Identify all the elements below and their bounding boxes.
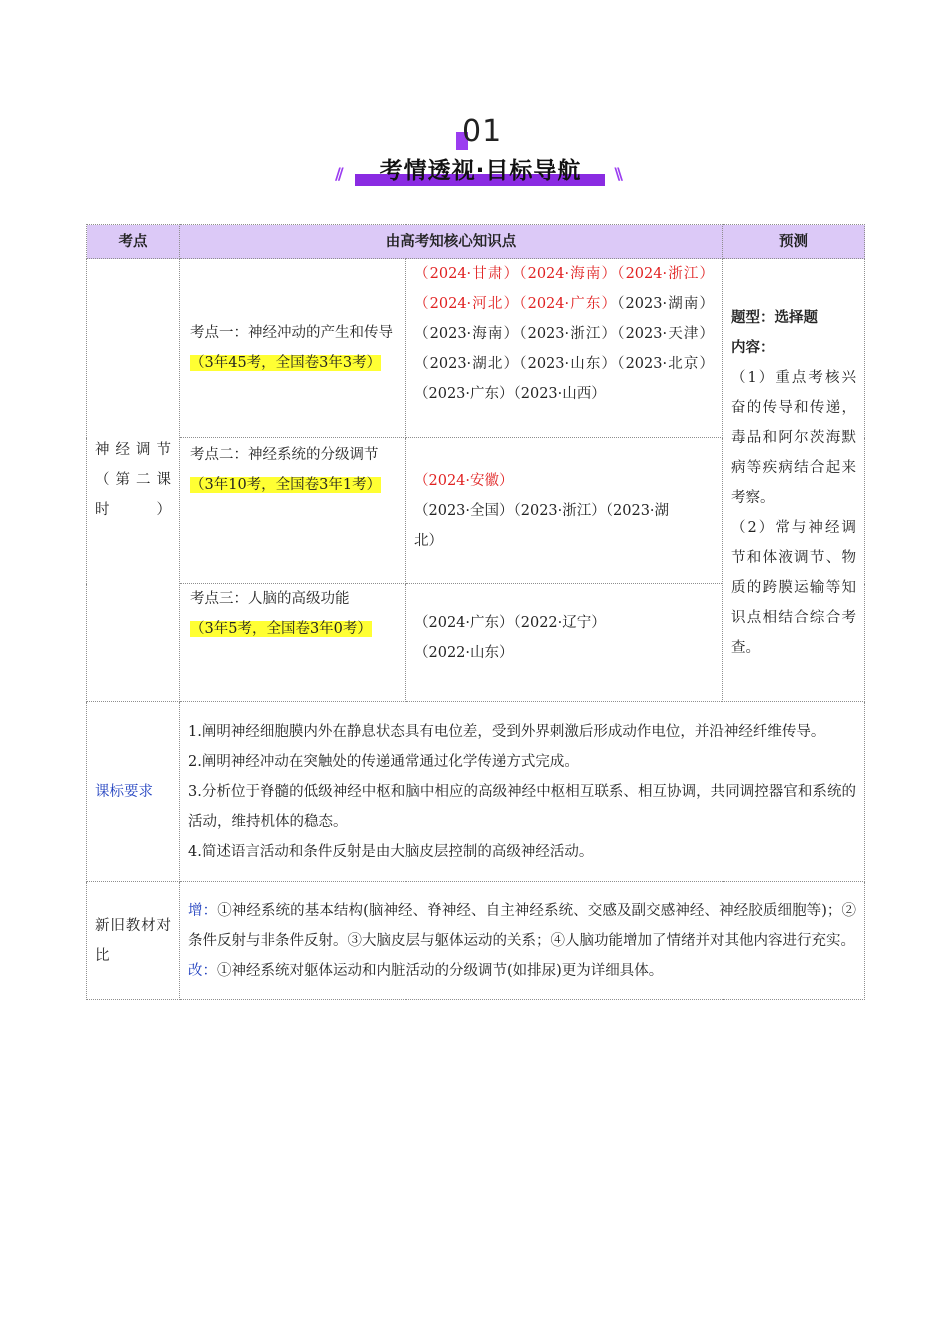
exam-point-1-stat: （3年45考，全国卷3年3考）: [190, 355, 382, 371]
right-slash-decoration: \\: [614, 164, 620, 183]
textbook-comparison: [180, 882, 865, 1000]
exam-point-1-red-refs: （2024·甘肃）（2024·海南）（2024·浙江）（2024·河北）（2024·广东）: [414, 266, 714, 312]
page-title: 考情透视·目标导航: [379, 158, 582, 184]
exam-point-1-title: 考点一：神经冲动的产生和传导: [190, 325, 393, 341]
prediction-item-2: （2）常与神经调节和体液调节、物质的跨膜运输等知识点相结合综合考查。: [731, 520, 856, 656]
table-row: [87, 702, 865, 882]
prediction-item-1: （1）重点考核兴奋的传导和传递，毒品和阿尔茨海默病等疾病结合起来考察。: [731, 370, 856, 506]
curriculum-item-1: 1.阐明神经细胞膜内外在静息状态具有电位差，受到外界刺激后形成动作电位，并沿神经纤维传导。: [188, 723, 826, 740]
exam-analysis-table: [86, 224, 865, 1000]
section-header: [0, 108, 950, 198]
exam-point-1-refs: [406, 259, 723, 438]
section-number-block: [450, 114, 510, 154]
table-row: [87, 259, 865, 438]
change-text: ①神经系统对躯体运动和内脏活动的分级调节(如排尿)更为详细具体。: [217, 962, 664, 979]
exam-point-2-stat: （3年10考，全国卷3年1考）: [190, 477, 382, 493]
header-exam-point: 考点: [87, 225, 180, 259]
left-slash-decoration: //: [335, 164, 341, 183]
add-text: ①神经系统的基本结构(脑神经、脊神经、自主神经系统、交感及副交感神经、神经胶质细胞等)；②条件反射与非条件反射。③大脑皮层与躯体运动的关系；④人脑功能增加了情绪并对其他内容进行充实。: [188, 902, 856, 949]
curriculum-item-3: 3.分析位于脊髓的低级神经中枢和脑中相应的高级神经中枢相互联系、相互协调，共同调控器官和系统的活动，维持机体的稳态。: [188, 783, 856, 830]
table-row: [87, 882, 865, 1000]
exam-point-2-red-refs: （2024·安徽）: [414, 472, 514, 489]
exam-point-3-refs: [406, 584, 723, 702]
exam-point-3-title: 考点三：人脑的高级功能: [190, 591, 350, 607]
curriculum-label: 课标要求: [87, 702, 180, 882]
textbook-change: [188, 956, 856, 986]
header-core-knowledge: 由高考知核心知识点: [180, 225, 723, 259]
section-number: 01: [462, 114, 503, 149]
curriculum-requirements: [180, 702, 865, 882]
title-block: [335, 152, 620, 192]
exam-point-3-stat: （3年5考，全国卷3年0考）: [190, 621, 372, 637]
exam-point-2-title: 考点二：神经系统的分级调节: [190, 447, 379, 463]
table-header-row: [87, 225, 865, 259]
curriculum-item-4: 4.简述语言活动和条件反射是由大脑皮层控制的高级神经活动。: [188, 843, 594, 860]
exam-point-3-other-refs: （2024·广东）（2022·辽宁）（2022·山东）: [414, 615, 606, 661]
exam-point-1-other-refs: （2023·湖南）（2023·海南）（2023·浙江）（2023·天津）（2023·湖北）（2023·山东）（2023·北京）（2023·广东）（2023·山西）: [414, 296, 714, 402]
prediction-type: 题型：选择题: [731, 310, 818, 326]
topic-label: 神经调节（第二课时）: [87, 259, 180, 702]
exam-point-2-other-refs: （2023·全国）（2023·浙江）（2023·湖北）: [414, 502, 670, 549]
exam-point-1: [180, 259, 406, 438]
curriculum-item-2: 2.阐明神经冲动在突触处的传递通常通过化学传递方式完成。: [188, 753, 579, 770]
header-prediction: 预测: [723, 225, 865, 259]
exam-point-2: [180, 438, 406, 584]
exam-point-2-refs: [406, 438, 723, 584]
textbook-add: [188, 896, 856, 956]
add-label: 增：: [188, 902, 218, 919]
change-label: 改：: [188, 962, 217, 979]
textbook-comparison-label: 新旧教材对比: [87, 882, 180, 1000]
prediction-cell: [723, 259, 865, 702]
exam-point-3: [180, 584, 406, 702]
prediction-content-label: 内容：: [731, 340, 775, 356]
